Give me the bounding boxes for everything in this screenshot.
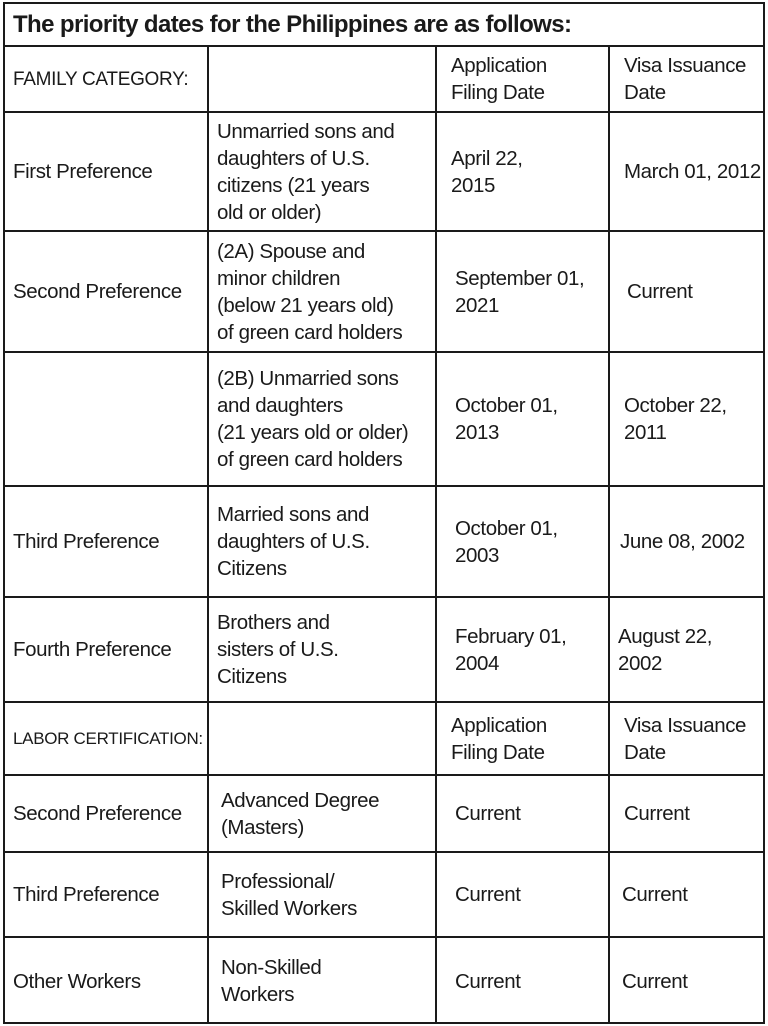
category-cell (5, 352, 208, 486)
family-header-row (5, 47, 763, 112)
visa-date-cell: August 22, 2002 (609, 597, 763, 702)
category-cell: Fourth Preference (5, 597, 208, 702)
table-row (5, 597, 763, 702)
labor-header-row (5, 702, 763, 775)
category-cell: Third Preference (5, 486, 208, 597)
visa-date-cell: Current (609, 852, 763, 937)
table-row (5, 112, 763, 231)
visa-date-cell: Current (609, 775, 763, 852)
table-row (5, 486, 763, 597)
priority-dates-table (5, 47, 763, 1024)
table-row (5, 775, 763, 852)
filing-date-cell: February 01, 2004 (436, 597, 609, 702)
priority-dates-document (3, 2, 765, 1024)
visa-date-cell: Current (609, 231, 763, 352)
labor-certification-label: LABOR CERTIFICATION: (5, 702, 208, 775)
description-cell: (2A) Spouse and minor children (below 21 years old) of green card holders (208, 231, 436, 352)
labor-filing-date-header: Application Filing Date (436, 702, 609, 775)
description-cell: (2B) Unmarried sons and daughters (21 years old or older) of green card holders (208, 352, 436, 486)
description-cell: Professional/ Skilled Workers (208, 852, 436, 937)
table-row (5, 352, 763, 486)
family-visa-date-header: Visa Issuance Date (609, 47, 763, 112)
page-title: The priority dates for the Philippines are as follows: (5, 4, 763, 47)
filing-date-cell: October 01, 2003 (436, 486, 609, 597)
visa-date-cell: October 22, 2011 (609, 352, 763, 486)
visa-date-cell: Current (609, 937, 763, 1024)
filing-date-cell: September 01, 2021 (436, 231, 609, 352)
filing-date-cell: Current (436, 937, 609, 1024)
description-cell: Married sons and daughters of U.S. Citizens (208, 486, 436, 597)
family-filing-date-header: Application Filing Date (436, 47, 609, 112)
family-header-empty-cell (208, 47, 436, 112)
category-cell: Other Workers (5, 937, 208, 1024)
family-category-label: FAMILY CATEGORY: (5, 47, 208, 112)
labor-visa-date-header: Visa Issuance Date (609, 702, 763, 775)
table-row (5, 937, 763, 1024)
description-cell: Brothers and sisters of U.S. Citizens (208, 597, 436, 702)
filing-date-cell: October 01, 2013 (436, 352, 609, 486)
visa-date-cell: June 08, 2002 (609, 486, 763, 597)
category-cell: First Preference (5, 112, 208, 231)
filing-date-cell: Current (436, 775, 609, 852)
description-cell: Advanced Degree (Masters) (208, 775, 436, 852)
description-cell: Unmarried sons and daughters of U.S. citizens (21 years old or older) (208, 112, 436, 231)
filing-date-cell: Current (436, 852, 609, 937)
visa-date-cell: March 01, 2012 (609, 112, 763, 231)
table-row (5, 852, 763, 937)
description-cell: Non-Skilled Workers (208, 937, 436, 1024)
table-row (5, 231, 763, 352)
category-cell: Second Preference (5, 775, 208, 852)
labor-header-empty-cell (208, 702, 436, 775)
filing-date-cell: April 22, 2015 (436, 112, 609, 231)
category-cell: Second Preference (5, 231, 208, 352)
category-cell: Third Preference (5, 852, 208, 937)
